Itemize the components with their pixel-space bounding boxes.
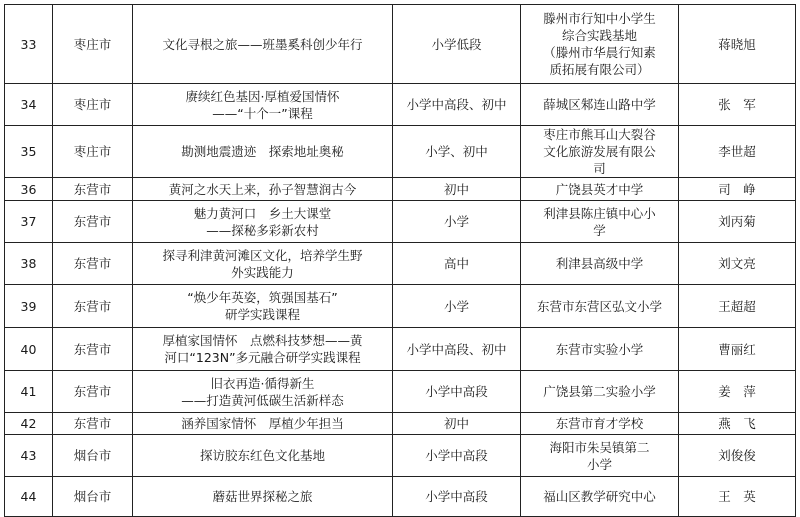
course-title-cell-line: 涵养国家情怀 厚植少年担当 xyxy=(181,416,344,431)
course-title-cell-line: 外实践能力 xyxy=(231,264,294,280)
row-number: 35 xyxy=(5,126,53,178)
course-title-cell-line: 探寻利津黄河滩区文化，培养学生野 xyxy=(162,247,363,263)
school-cell xyxy=(521,178,679,201)
school-cell-line: 学 xyxy=(593,222,606,238)
school-cell-line: 质拓展有限公司） xyxy=(549,62,650,77)
course-title-cell-line: 勘测地震遗迹 探索地址奥秘 xyxy=(181,144,344,159)
grade-level-cell: 高中 xyxy=(393,243,521,285)
city-cell: 东营市 xyxy=(53,243,133,285)
school-cell-line: 海阳市朱吴镇第二 xyxy=(549,439,650,455)
course-title-cell xyxy=(133,5,393,84)
school-cell xyxy=(521,435,679,477)
table-row xyxy=(5,243,796,285)
grade-level-cell: 初中 xyxy=(393,413,521,435)
school-cell xyxy=(521,5,679,84)
course-title-cell xyxy=(133,413,393,435)
school-cell-line: 福山区教学研究中心 xyxy=(543,489,656,504)
school-cell xyxy=(521,201,679,243)
contact-person-cell: 姜 萍 xyxy=(679,371,796,413)
school-cell xyxy=(521,477,679,517)
row-number: 41 xyxy=(5,371,53,413)
grade-level-cell: 小学中高段 xyxy=(393,477,521,517)
row-number: 42 xyxy=(5,413,53,435)
city-cell: 东营市 xyxy=(53,328,133,371)
course-title-cell xyxy=(133,126,393,178)
contact-person-cell: 李世超 xyxy=(679,126,796,178)
table-row xyxy=(5,178,796,201)
table-row xyxy=(5,126,796,178)
contact-person-cell: 蒋晓旭 xyxy=(679,5,796,84)
course-title-cell-line: ——打造黄河低碳生活新样态 xyxy=(181,392,344,408)
grade-level-cell: 小学中高段、初中 xyxy=(393,328,521,371)
contact-person-cell: 张 军 xyxy=(679,84,796,126)
table-row xyxy=(5,328,796,371)
grade-level-cell: 小学中高段 xyxy=(393,371,521,413)
course-title-cell-line: 探访胶东红色文化基地 xyxy=(199,448,325,463)
course-title-cell xyxy=(133,243,393,285)
contact-person-cell: 司 峥 xyxy=(679,178,796,201)
city-cell: 烟台市 xyxy=(53,477,133,517)
school-cell-line: （滕州市华晨行知素 xyxy=(543,45,656,60)
grade-level-cell: 小学、初中 xyxy=(393,126,521,178)
contact-person-cell: 王 英 xyxy=(679,477,796,517)
table-row xyxy=(5,413,796,435)
course-title-cell-line: 黄河之水天上来，孙子智慧润古今 xyxy=(168,181,357,197)
table-row xyxy=(5,5,796,84)
school-cell-line: 利津县陈庄镇中心小 xyxy=(543,205,656,221)
contact-person-cell: 曹丽红 xyxy=(679,328,796,371)
course-title-cell-line: 赓续红色基因·厚植爱国情怀 xyxy=(185,88,340,104)
course-title-cell xyxy=(133,435,393,477)
course-title-cell-line: 魅力黄河口 乡土大课堂 xyxy=(193,205,332,221)
city-cell: 东营市 xyxy=(53,413,133,435)
course-title-cell-line: “焕少年英姿，筑强国基石” xyxy=(187,290,338,305)
course-title-cell-line: 旧衣再造·循得新生 xyxy=(210,375,315,391)
course-title-cell-line: ——探秘多彩新农村 xyxy=(206,222,319,238)
row-number: 40 xyxy=(5,328,53,371)
contact-person-cell: 刘文亮 xyxy=(679,243,796,285)
school-cell xyxy=(521,84,679,126)
school-cell-line: 东营市东营区弘文小学 xyxy=(536,298,662,314)
contact-person-cell: 王超超 xyxy=(679,285,796,328)
city-cell: 东营市 xyxy=(53,371,133,413)
grade-level-cell: 小学 xyxy=(393,285,521,328)
city-cell: 枣庄市 xyxy=(53,126,133,178)
school-cell xyxy=(521,413,679,435)
school-cell-line: 东营市实验小学 xyxy=(555,341,644,357)
course-title-cell xyxy=(133,371,393,413)
course-title-cell xyxy=(133,201,393,243)
school-cell-line: 文化旅游发展有限公 xyxy=(543,144,656,159)
contact-person-cell: 刘俊俊 xyxy=(679,435,796,477)
table-row xyxy=(5,371,796,413)
grade-level-cell: 小学中高段 xyxy=(393,435,521,477)
course-title-cell-line: 文化寻根之旅——班墨奚科创少年行 xyxy=(162,36,363,52)
course-title-cell xyxy=(133,477,393,517)
school-cell xyxy=(521,371,679,413)
school-cell-line: 枣庄市熊耳山大裂谷 xyxy=(543,127,656,142)
table-row xyxy=(5,285,796,328)
course-title-cell-line: 厚植家国情怀 点燃科技梦想——黄 xyxy=(162,333,363,348)
city-cell: 烟台市 xyxy=(53,435,133,477)
contact-person-cell: 刘丙菊 xyxy=(679,201,796,243)
school-cell-line: 滕州市行知中小学生 xyxy=(543,11,656,26)
school-cell-line: 广饶县第二实验小学 xyxy=(543,384,656,399)
city-cell: 枣庄市 xyxy=(53,5,133,84)
course-title-cell xyxy=(133,178,393,201)
school-cell xyxy=(521,285,679,328)
row-number: 36 xyxy=(5,178,53,201)
table-row xyxy=(5,435,796,477)
course-title-cell-line: 研学实践课程 xyxy=(224,307,300,322)
row-number: 33 xyxy=(5,5,53,84)
course-title-cell xyxy=(133,285,393,328)
school-cell-line: 薛城区邾连山路中学 xyxy=(543,97,656,112)
grade-level-cell: 小学 xyxy=(393,201,521,243)
table-row xyxy=(5,84,796,126)
table-row xyxy=(5,477,796,517)
city-cell: 枣庄市 xyxy=(53,84,133,126)
grade-level-cell: 初中 xyxy=(393,178,521,201)
course-title-cell-line: ——“十个一”课程 xyxy=(212,105,313,121)
school-cell-line: 综合实践基地 xyxy=(561,28,637,43)
row-number: 39 xyxy=(5,285,53,328)
school-cell xyxy=(521,328,679,371)
grade-level-cell: 小学中高段、初中 xyxy=(393,84,521,126)
course-title-cell xyxy=(133,328,393,371)
row-number: 38 xyxy=(5,243,53,285)
course-title-cell-line: 河口“123N”多元融合研学实践课程 xyxy=(164,350,361,365)
school-cell-line: 东营市育才学校 xyxy=(555,416,644,431)
school-cell-line: 利津县高级中学 xyxy=(555,256,644,271)
table-row xyxy=(5,201,796,243)
row-number: 44 xyxy=(5,477,53,517)
city-cell: 东营市 xyxy=(53,285,133,328)
course-title-cell xyxy=(133,84,393,126)
school-cell xyxy=(521,243,679,285)
city-cell: 东营市 xyxy=(53,201,133,243)
row-number: 34 xyxy=(5,84,53,126)
row-number: 43 xyxy=(5,435,53,477)
row-number: 37 xyxy=(5,201,53,243)
city-cell: 东营市 xyxy=(53,178,133,201)
course-title-cell-line: 蘑菇世界探秘之旅 xyxy=(212,489,313,504)
school-cell-line: 司 xyxy=(593,161,606,176)
school-cell xyxy=(521,126,679,178)
grade-level-cell: 小学低段 xyxy=(393,5,521,84)
course-table xyxy=(4,4,796,517)
school-cell-line: 小学 xyxy=(586,456,612,472)
contact-person-cell: 燕 飞 xyxy=(679,413,796,435)
school-cell-line: 广饶县英才中学 xyxy=(555,181,644,197)
